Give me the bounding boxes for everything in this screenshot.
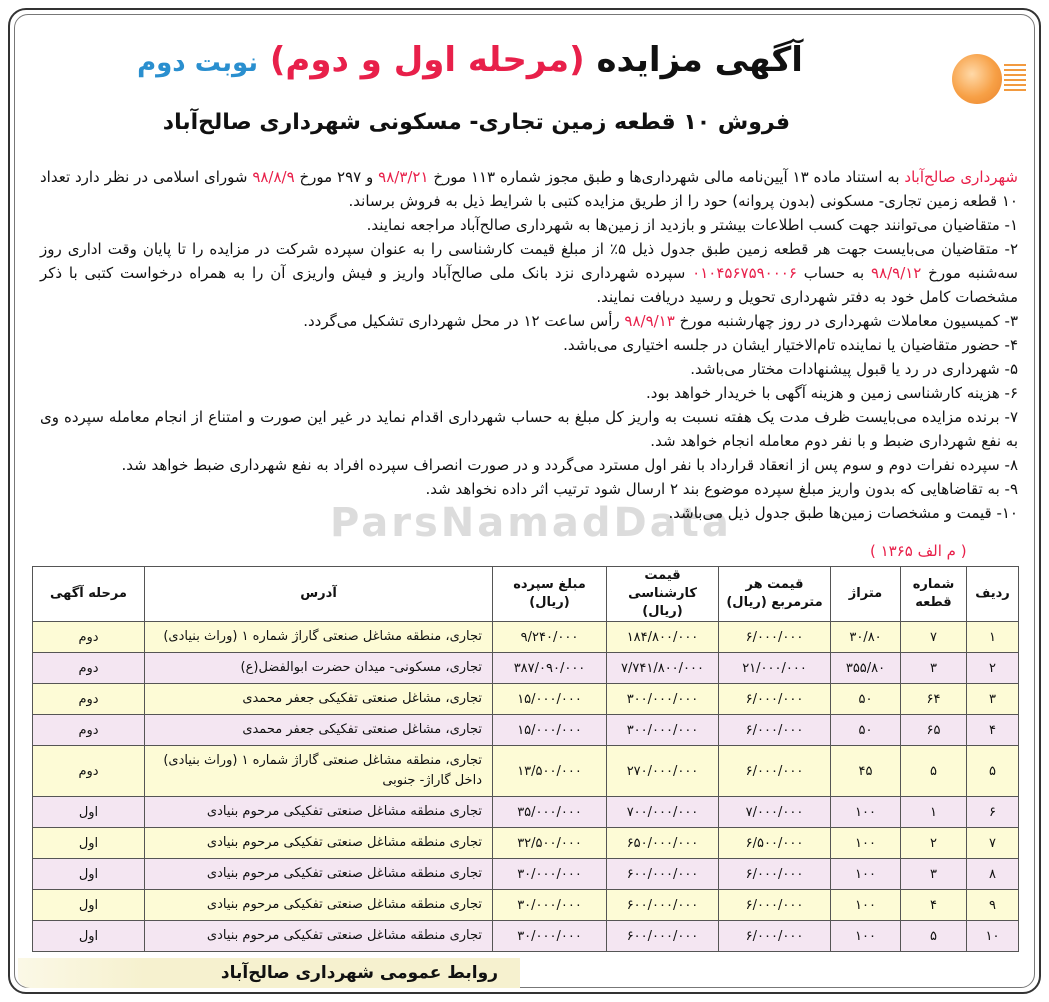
cell-expert-price: ۳۰۰/۰۰۰/۰۰۰ [607,715,719,746]
cell-expert-price: ۳۰۰/۰۰۰/۰۰۰ [607,684,719,715]
cell-address: تجاری، مشاغل صنعتی تفکیکی جعفر محمدی [145,684,493,715]
cell-row-number: ۳ [967,684,1019,715]
table-row [33,859,1019,890]
cell-plot-number: ۶۴ [901,684,967,715]
cell-expert-price: ۷/۷۴۱/۸۰۰/۰۰۰ [607,653,719,684]
cell-deposit: ۳۵/۰۰۰/۰۰۰ [493,797,607,828]
condition-2-text-b: به حساب [796,264,871,282]
ad-title [120,36,820,87]
cell-plot-number: ۵ [901,921,967,952]
condition-2 [40,237,1018,309]
cell-price-per-meter: ۲۱/۰۰۰/۰۰۰ [719,653,831,684]
condition-5: ۵- شهرداری در رد یا قبول پیشنهادات مختار می‌باشد. [690,360,1018,378]
condition-2-text-a: ۲- متقاضیان می‌بایست جهت هر قطعه زمین طبق جدول ذیل ۵٪ از مبلغ قیمت کارشناسی را به عنوان سپرده شرکت در مزایده را تا پایان وقت اداری روز سه‌شنبه مورخ [40,240,1018,282]
cell-stage: اول [33,797,145,828]
cell-address: تجاری منطقه مشاغل صنعتی تفکیکی مرحوم بنیادی [145,797,493,828]
cell-expert-price: ۷۰۰/۰۰۰/۰۰۰ [607,797,719,828]
cell-stage: اول [33,921,145,952]
cell-plot-number: ۲ [901,828,967,859]
header-plot-number: شماره قطعه [901,567,967,622]
condition-3-text-b: رأس ساعت ۱۲ در محل شهرداری تشکیل می‌گردد. [303,312,625,330]
cell-stage: دوم [33,653,145,684]
cell-address: تجاری، مسکونی- میدان حضرت ابوالفضل(ع) [145,653,493,684]
cell-address: تجاری، منطقه مشاغل صنعتی گاراژ شماره ۱ (وراث بنیادی) [145,622,493,653]
org-name: شهرداری صالح‌آباد [904,168,1019,186]
condition-2-date: ۹۸/۹/۱۲ [870,264,922,282]
footer-signature: روابط عمومی شهرداری صالح‌آباد [220,963,498,983]
cell-deposit: ۳۲/۵۰۰/۰۰۰ [493,828,607,859]
cell-address: تجاری منطقه مشاغل صنعتی تفکیکی مرحوم بنیادی [145,859,493,890]
condition-7: ۷- برنده مزایده می‌بایست ظرف مدت یک هفته نسبت به واریز کل مبلغ به حساب شهرداری اقدام نماید در غیر این صورت و امتناع از انجام معامله سپرده وی به نفع شهرداری ضبط و با نفر دوم معامله انجام خواهد شد. [40,408,1018,450]
cell-price-per-meter: ۷/۰۰۰/۰۰۰ [719,797,831,828]
condition-6: ۶- هزینه کارشناسی زمین و هزینه آگهی با خریدار خواهد بود. [646,384,1018,402]
table-row [33,715,1019,746]
cell-plot-number: ۳ [901,653,967,684]
cell-address: تجاری، مشاغل صنعتی تفکیکی جعفر محمدی [145,715,493,746]
condition-8: ۸- سپرده نفرات دوم و سوم پس از انعقاد قرارداد با نفر اول مسترد می‌گردد و در صورت انصراف سپرده افراد به نفع شهرداری ضبط خواهد شد. [121,456,1018,474]
cell-row-number: ۷ [967,828,1019,859]
cell-plot-number: ۵ [901,746,967,797]
condition-3-text-a: ۳- کمیسیون معاملات شهرداری در روز چهارشنبه مورخ [674,312,1018,330]
cell-deposit: ۳۰/۰۰۰/۰۰۰ [493,890,607,921]
cell-plot-number: ۶۵ [901,715,967,746]
cell-stage: اول [33,890,145,921]
cell-address: تجاری منطقه مشاغل صنعتی تفکیکی مرحوم بنیادی [145,890,493,921]
cell-area: ۴۵ [831,746,901,797]
cell-area: ۱۰۰ [831,921,901,952]
cell-plot-number: ۴ [901,890,967,921]
stripes-decoration-icon [1004,64,1026,94]
header-address: آدرس [145,567,493,622]
table-row [33,684,1019,715]
plots-table-wrapper [33,566,1019,952]
cell-expert-price: ۱۸۴/۸۰۰/۰۰۰ [607,622,719,653]
cell-deposit: ۹/۲۴۰/۰۰۰ [493,622,607,653]
cell-expert-price: ۲۷۰/۰۰۰/۰۰۰ [607,746,719,797]
condition-10: ۱۰- قیمت و مشخصات زمین‌ها طبق جدول ذیل می‌باشد. [668,504,1018,522]
cell-row-number: ۶ [967,797,1019,828]
condition-2-account: ۰۱۰۴۵۶۷۵۹۰۰۰۶ [692,264,797,282]
title-round: نوبت دوم [137,48,259,78]
cell-price-per-meter: ۶/۰۰۰/۰۰۰ [719,921,831,952]
cell-price-per-meter: ۶/۵۰۰/۰۰۰ [719,828,831,859]
header-stage: مرحله آگهی [33,567,145,622]
cell-deposit: ۳۸۷/۰۹۰/۰۰۰ [493,653,607,684]
cell-area: ۱۰۰ [831,828,901,859]
cell-price-per-meter: ۶/۰۰۰/۰۰۰ [719,684,831,715]
ad-body [40,165,1018,525]
intro-date-2: ۹۸/۸/۹ [252,168,295,186]
cell-plot-number: ۷ [901,622,967,653]
cell-address: تجاری، منطقه مشاغل صنعتی گاراژ شماره ۱ (وراث بنیادی) داخل گاراژ- جنوبی [145,746,493,797]
cell-price-per-meter: ۶/۰۰۰/۰۰۰ [719,746,831,797]
cell-expert-price: ۶۰۰/۰۰۰/۰۰۰ [607,890,719,921]
cell-row-number: ۴ [967,715,1019,746]
cell-expert-price: ۶۰۰/۰۰۰/۰۰۰ [607,859,719,890]
cell-stage: دوم [33,715,145,746]
table-row [33,890,1019,921]
watermark: ParsNamadData [330,500,732,546]
table-row [33,921,1019,952]
header-area: متراژ [831,567,901,622]
table-row [33,622,1019,653]
cell-address: تجاری منطقه مشاغل صنعتی تفکیکی مرحوم بنیادی [145,921,493,952]
cell-row-number: ۱ [967,622,1019,653]
condition-3-date: ۹۸/۹/۱۳ [624,312,675,330]
cell-row-number: ۸ [967,859,1019,890]
condition-4: ۴- حضور متقاضیان یا نماینده تام‌الاختیار ایشان در جلسه اختیاری می‌باشد. [563,336,1018,354]
cell-expert-price: ۶۵۰/۰۰۰/۰۰۰ [607,828,719,859]
condition-1: ۱- متقاضیان می‌توانند جهت کسب اطلاعات بیشتر و بازدید از زمین‌ها به شهرداری صالح‌آباد مراجعه نمایند. [366,216,1018,234]
cell-area: ۱۰۰ [831,797,901,828]
intro-text-3: شورای اسلامی در نظر دارد تعداد ۱۰ قطعه زمین تجاری- مسکونی (بدون پروانه) حود را از طریق مزایده کتبی با شرایط ذیل به فروش برساند. [40,168,1018,210]
cell-stage: اول [33,859,145,890]
header-deposit: مبلغ سپرده (ریال) [493,567,607,622]
ad-subtitle: فروش ۱۰ قطعه زمین تجاری- مسکونی شهرداری صالح‌آباد [162,110,790,135]
intro-paragraph [40,165,1018,213]
cell-deposit: ۱۵/۰۰۰/۰۰۰ [493,715,607,746]
cell-deposit: ۳۰/۰۰۰/۰۰۰ [493,859,607,890]
cell-price-per-meter: ۶/۰۰۰/۰۰۰ [719,715,831,746]
intro-text-1: به استناد ماده ۱۳ آیین‌نامه مالی شهرداری‌ها و طبق مجوز شماره ۱۱۳ مورخ [428,168,905,186]
cell-row-number: ۱۰ [967,921,1019,952]
cell-area: ۵۰ [831,684,901,715]
header-expert-price: قیمت کارشناسی (ریال) [607,567,719,622]
cell-plot-number: ۱ [901,797,967,828]
table-row [33,797,1019,828]
footer-band [18,958,520,988]
cell-expert-price: ۶۰۰/۰۰۰/۰۰۰ [607,921,719,952]
cell-row-number: ۹ [967,890,1019,921]
cell-area: ۳۵۵/۸۰ [831,653,901,684]
reference-code: ( م الف ۱۳۶۵ ) [870,542,967,560]
table-header-row [33,567,1019,622]
cell-address: تجاری منطقه مشاغل صنعتی تفکیکی مرحوم بنیادی [145,828,493,859]
cell-row-number: ۲ [967,653,1019,684]
cell-stage: دوم [33,746,145,797]
cell-deposit: ۳۰/۰۰۰/۰۰۰ [493,921,607,952]
cell-plot-number: ۳ [901,859,967,890]
condition-2-text-c: سپرده شهرداری نزد بانک ملی صالح‌آباد واریز و فیش واریزی آن را به همراه درخواست کتبی با ذکر مشخصات کامل خود به دفتر شهرداری تحویل و رسید دریافت نمایند. [40,264,1018,306]
cell-stage: دوم [33,684,145,715]
title-stage: (مرحله اول و دوم) [269,40,585,80]
intro-date-1: ۹۸/۳/۲۱ [378,168,429,186]
cell-area: ۵۰ [831,715,901,746]
title-main: آگهی مزایده [596,40,803,80]
table-row [33,828,1019,859]
cell-price-per-meter: ۶/۰۰۰/۰۰۰ [719,859,831,890]
cell-price-per-meter: ۶/۰۰۰/۰۰۰ [719,622,831,653]
sun-decoration-icon [952,54,1002,104]
cell-area: ۱۰۰ [831,859,901,890]
condition-3 [40,309,1018,333]
header-price-per-meter: قیمت هر مترمربع (ریال) [719,567,831,622]
cell-area: ۱۰۰ [831,890,901,921]
cell-deposit: ۱۵/۰۰۰/۰۰۰ [493,684,607,715]
table-row [33,653,1019,684]
plots-table [32,566,1019,952]
cell-price-per-meter: ۶/۰۰۰/۰۰۰ [719,890,831,921]
cell-area: ۳۰/۸۰ [831,622,901,653]
cell-deposit: ۱۳/۵۰۰/۰۰۰ [493,746,607,797]
header-row-number: ردیف [967,567,1019,622]
condition-9: ۹- به تقاضاهایی که بدون واریز مبلغ سپرده موضوع بند ۲ ارسال شود ترتیب اثر داده نخواهد شد. [425,480,1018,498]
intro-text-2: و ۲۹۷ مورخ [294,168,379,186]
cell-row-number: ۵ [967,746,1019,797]
table-row [33,746,1019,797]
cell-stage: دوم [33,622,145,653]
cell-stage: اول [33,828,145,859]
